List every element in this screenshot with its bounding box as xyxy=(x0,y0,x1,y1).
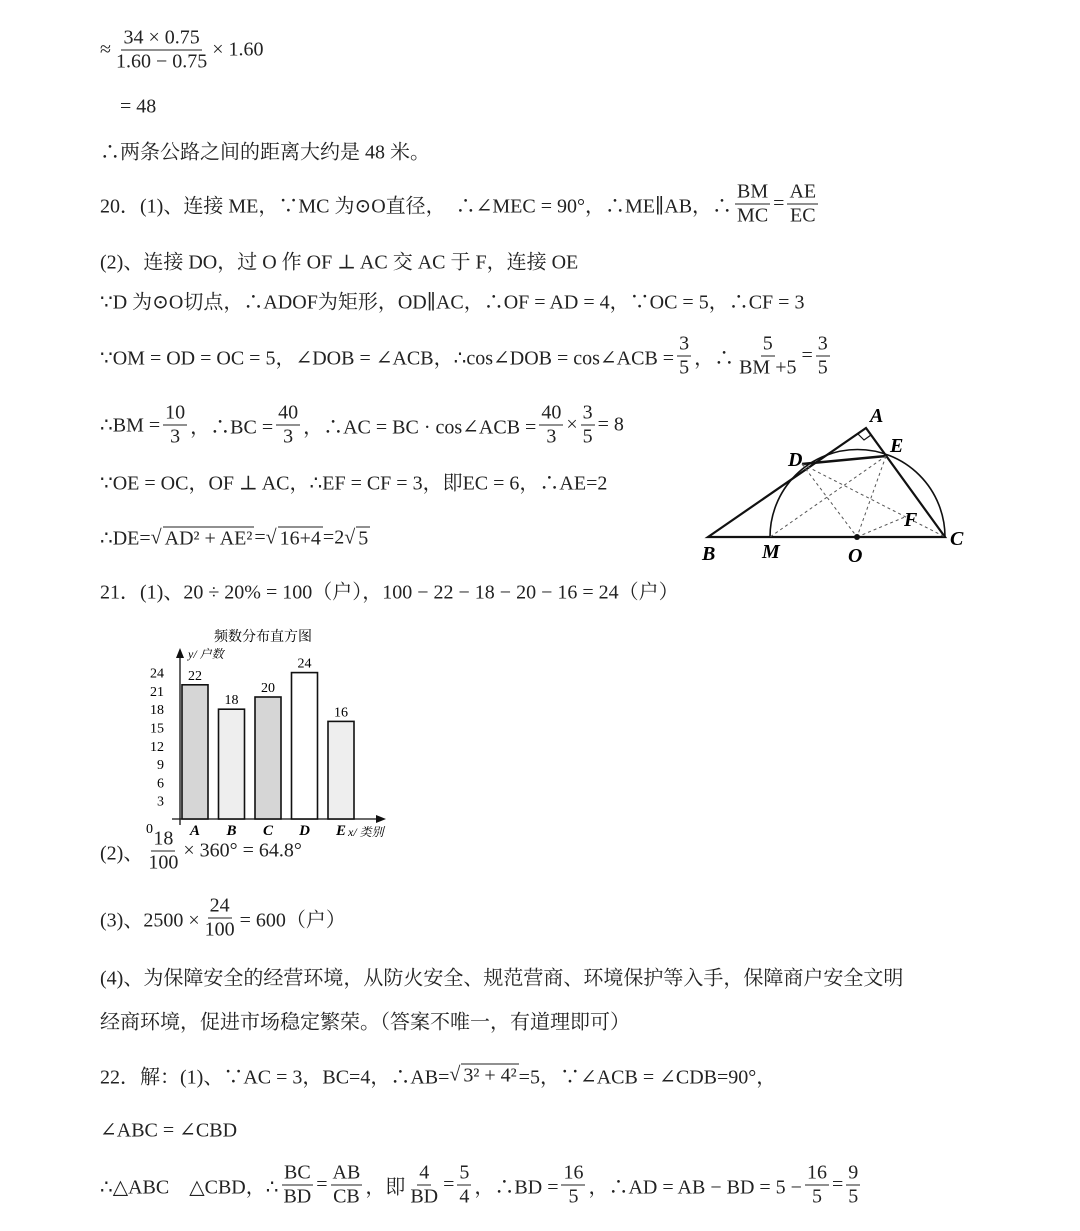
x-axis-label: x/ 类别 xyxy=(348,825,384,839)
text-line xyxy=(100,181,821,228)
x-tick-label: A xyxy=(189,823,201,839)
text-line xyxy=(100,962,903,991)
denominator: MC xyxy=(737,204,769,227)
text-segment: × 1.60 xyxy=(212,38,264,61)
text-segment: = 8 xyxy=(597,413,624,436)
text-line xyxy=(100,1162,863,1209)
denominator: BD xyxy=(283,1185,312,1208)
numerator: AB xyxy=(332,1161,361,1184)
denominator: 3 xyxy=(546,425,557,448)
numerator: 34 × 0.75 xyxy=(123,26,200,49)
denominator: 5 xyxy=(582,425,593,448)
fraction xyxy=(203,895,237,942)
text-segment: 经商环境，促进市场稳定繁荣。（答案不唯一，有道理即可） xyxy=(100,1011,630,1034)
histogram-chart xyxy=(140,622,400,847)
chart-title: 频数分布直方图 xyxy=(214,629,312,645)
text-segment: ，即 xyxy=(365,1176,406,1199)
text-line xyxy=(100,90,156,119)
point-label-F: F xyxy=(904,509,918,531)
fraction xyxy=(805,1162,829,1209)
point-label-M: M xyxy=(762,541,780,563)
y-tick-label: 0 xyxy=(146,822,153,837)
text-segment: ，∴ xyxy=(694,347,735,370)
dashed-segment xyxy=(802,464,857,537)
text-segment: ≈ xyxy=(100,38,111,61)
denominator: 5 xyxy=(568,1185,579,1208)
text-segment: ∠ABC = ∠CBD xyxy=(100,1119,238,1142)
fraction xyxy=(276,402,300,449)
numerator: 5 xyxy=(762,332,773,355)
denominator: BD xyxy=(410,1185,439,1208)
text-segment: (3)、2500 × xyxy=(100,909,200,932)
bar-B xyxy=(219,709,245,819)
x-tick-label: B xyxy=(226,823,237,839)
numerator: 4 xyxy=(419,1161,430,1184)
text-segment: = 600（户） xyxy=(239,909,346,932)
bar-value-label: 24 xyxy=(297,656,312,672)
numerator: 3 xyxy=(679,332,690,355)
denominator: 3 xyxy=(170,425,181,448)
y-tick-label: 3 xyxy=(157,794,164,810)
radicand: AD² + AE² xyxy=(164,527,253,549)
text-segment: (2)、连接 DO，过 O 作 OF ⊥ AC 交 AC 于 F，连接 OE xyxy=(100,251,579,274)
text-segment: ∴△ABC △CBD，∴ xyxy=(100,1176,279,1199)
text-line xyxy=(100,1061,776,1090)
text-line xyxy=(100,402,624,449)
text-line xyxy=(100,333,833,380)
denominator: 4 xyxy=(459,1185,470,1208)
text-line xyxy=(100,136,430,165)
bar-value-label: 16 xyxy=(334,705,348,721)
radicand: 3² + 4² xyxy=(463,1064,517,1086)
x-tick-label: C xyxy=(262,823,274,839)
text-line xyxy=(100,286,804,315)
sqrt-sign: √ xyxy=(344,526,356,549)
sqrt-sign: √ xyxy=(449,1063,461,1086)
bar-value-label: 18 xyxy=(224,693,239,709)
y-tick-label: 18 xyxy=(150,703,164,719)
fraction xyxy=(408,1162,440,1209)
denominator: 100 xyxy=(148,851,179,874)
numerator: 5 xyxy=(459,1161,470,1184)
y-tick-label: 21 xyxy=(150,684,164,700)
text-segment: (4)、为保障安全的经营环境，从防火安全、规范营商、环境保护等入手，保障商户安全文明 xyxy=(100,967,904,990)
text-segment: ，∴AC = BC · cos∠ACB = xyxy=(303,416,537,439)
text-line xyxy=(100,895,346,942)
fraction xyxy=(677,333,691,380)
right-angle-mark xyxy=(858,434,871,440)
denominator: 5 xyxy=(817,356,828,379)
text-segment: 22．解：(1)、∵AC = 3，BC=4，∴AB= xyxy=(100,1066,450,1089)
point-label-O: O xyxy=(848,545,863,567)
fraction xyxy=(539,402,563,449)
x-tick-label: E xyxy=(335,823,347,839)
fraction xyxy=(737,333,798,380)
text-segment: ，∴BD = xyxy=(474,1176,559,1199)
text-segment: =2 xyxy=(322,526,345,549)
bar-value-label: 20 xyxy=(261,681,275,696)
point-label-A: A xyxy=(870,405,884,427)
y-tick-label: 15 xyxy=(150,721,164,737)
text-segment: ∵D 为⊙O切点，∴ADOF为矩形，OD∥AC，∴OF = AD = 4，∵OC = 5，∴CF = 3 xyxy=(100,291,805,314)
text-segment: ∴DE= xyxy=(100,527,151,550)
fraction xyxy=(457,1162,471,1209)
text-segment: 21．(1)、20 ÷ 20% = 100（户），100 − 22 − 18 − 20 − 16 = 24（户） xyxy=(100,581,679,604)
numerator: 18 xyxy=(153,827,174,850)
center-point xyxy=(854,534,860,540)
fraction xyxy=(816,333,830,380)
denominator: 5 xyxy=(679,356,690,379)
y-axis-arrow xyxy=(176,648,184,658)
text-segment: =5，∵∠ACB = ∠CDB=90°， xyxy=(518,1066,777,1089)
text-segment: = xyxy=(831,1173,844,1196)
x-axis-arrow xyxy=(376,815,386,823)
radicand: 16+4 xyxy=(279,527,321,549)
bar-value-label: 22 xyxy=(188,668,202,684)
radicand: 5 xyxy=(358,527,369,549)
text-line xyxy=(100,576,679,605)
numerator: BM xyxy=(737,180,769,203)
denominator: 5 xyxy=(848,1185,859,1208)
text-segment: = 48 xyxy=(100,95,157,118)
numerator: 16 xyxy=(563,1161,584,1184)
text-segment: × 360° = 64.8° xyxy=(183,839,302,862)
text-line xyxy=(100,526,370,551)
text-line xyxy=(100,27,264,74)
y-tick-label: 24 xyxy=(150,666,164,682)
fraction xyxy=(114,27,209,74)
dashed-segment xyxy=(857,456,886,537)
denominator: 100 xyxy=(204,918,235,941)
fraction xyxy=(163,402,187,449)
text-line xyxy=(100,246,578,275)
numerator: 24 xyxy=(209,894,230,917)
text-line xyxy=(100,467,607,496)
fraction xyxy=(281,1162,313,1209)
text-segment: ∴BM = xyxy=(100,414,161,437)
numerator: 10 xyxy=(165,401,186,424)
point-label-C: C xyxy=(950,528,964,550)
text-line xyxy=(100,1118,237,1143)
numerator: 9 xyxy=(848,1161,859,1184)
point-label-D: D xyxy=(788,449,803,471)
numerator: BC xyxy=(284,1161,311,1184)
numerator: 40 xyxy=(278,401,299,424)
denominator: EC xyxy=(790,204,816,227)
fraction xyxy=(846,1162,860,1209)
text-segment: 20．(1)、连接 ME，∵MC 为⊙O直径， ∴∠MEC = 90°，∴ME∥AB，∴ xyxy=(100,195,733,218)
text-segment: ，∴BC = xyxy=(190,416,274,439)
denominator: BM +5 xyxy=(739,356,797,379)
geometry-diagram xyxy=(690,400,980,570)
text-segment: = xyxy=(773,192,785,215)
point-label-E: E xyxy=(890,435,904,457)
text-segment: = xyxy=(316,1173,328,1196)
point-label-B: B xyxy=(702,543,716,565)
numerator: 3 xyxy=(817,332,828,355)
numerator: AE xyxy=(789,180,817,203)
sqrt-sign: √ xyxy=(150,526,162,549)
text-segment: = xyxy=(254,526,266,549)
dashed-segment xyxy=(802,464,945,537)
y-axis-label: y/ 户数 xyxy=(188,647,224,661)
x-tick-label: D xyxy=(299,823,310,839)
y-tick-label: 6 xyxy=(157,776,164,792)
text-segment: × xyxy=(566,413,578,436)
text-segment: ∵OE = OC，OF ⊥ AC，∴EF = CF = 3，即EC = 6，∴AE=2 xyxy=(100,472,608,495)
bar-A xyxy=(182,685,208,819)
fraction xyxy=(735,181,770,228)
numerator: 3 xyxy=(582,401,593,424)
denominator: 1.60 − 0.75 xyxy=(115,50,208,73)
text-segment: ∵OM = OD = OC = 5，∠DOB = ∠ACB，∴cos∠DOB = cos∠ACB = xyxy=(100,347,675,370)
y-tick-label: 9 xyxy=(157,758,164,774)
text-segment: ∴两条公路之间的距离大约是 48 米。 xyxy=(100,141,430,164)
text-segment: = xyxy=(443,1173,455,1196)
y-tick-label: 12 xyxy=(150,739,164,755)
bar-E xyxy=(328,721,354,819)
text-segment: ，∴AD = AB − BD = 5 − xyxy=(588,1176,802,1199)
bar-C xyxy=(255,697,281,819)
numerator: 40 xyxy=(541,401,562,424)
numerator: 16 xyxy=(806,1161,827,1184)
denominator: CB xyxy=(333,1185,360,1208)
denominator: 3 xyxy=(283,425,294,448)
fraction xyxy=(331,1162,363,1209)
fraction xyxy=(561,1162,585,1209)
text-segment: = xyxy=(801,344,813,367)
denominator: 5 xyxy=(811,1185,822,1208)
text-segment: (2)、 xyxy=(100,842,144,865)
fraction xyxy=(787,181,818,228)
sqrt-sign: √ xyxy=(265,526,277,549)
bar-D xyxy=(292,673,318,819)
text-line xyxy=(100,1006,630,1035)
fraction xyxy=(581,402,595,449)
